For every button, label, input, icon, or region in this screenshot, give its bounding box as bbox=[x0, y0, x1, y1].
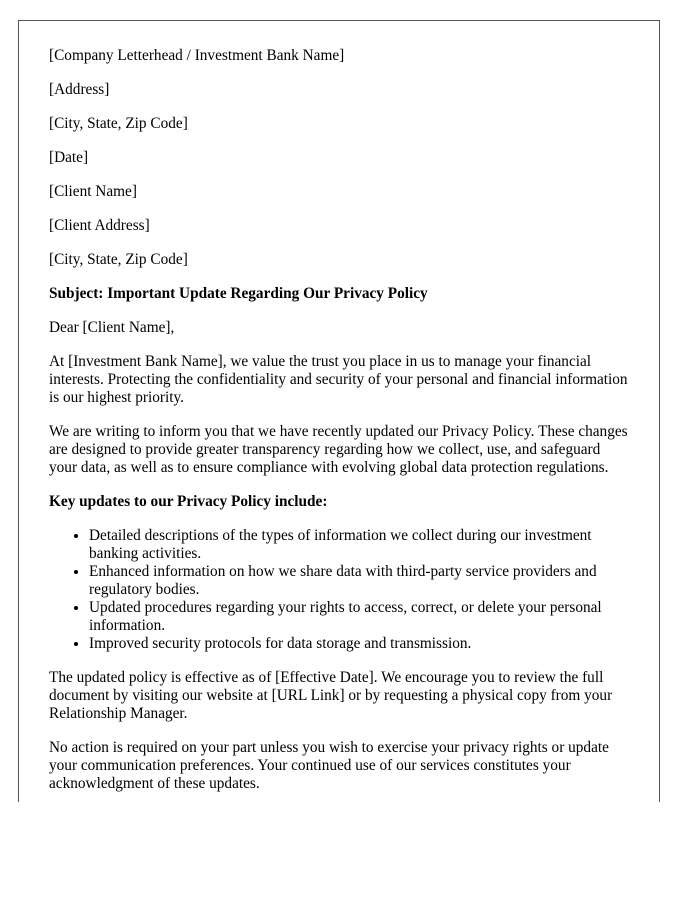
paragraph-effective-date: The updated policy is effective as of [Effective Date]. We encourage you to review the full document by visiting our website at [URL Link] or by requesting a physical copy from your Relationship Manager. bbox=[49, 669, 613, 722]
client-name: [Client Name] bbox=[49, 183, 137, 200]
updates-list bbox=[49, 527, 629, 653]
letterhead-city-state-zip: [City, State, Zip Code] bbox=[49, 115, 188, 132]
client-address: [Client Address] bbox=[49, 217, 150, 234]
letterhead-company: [Company Letterhead / Investment Bank Name] bbox=[49, 47, 345, 64]
list-item: • Enhanced information on how we share data with third-party service providers and regulatory bodies. bbox=[89, 563, 629, 599]
letter-date: [Date] bbox=[49, 149, 89, 166]
list-item: • Updated procedures regarding your rights to access, correct, or delete your personal information. bbox=[89, 599, 629, 635]
letter-page bbox=[18, 20, 660, 802]
paragraph-update-notice: We are writing to inform you that we have recently updated our Privacy Policy. These changes are designed to provide greater transparency regarding how we collect, use, and safeguard your data, as well as to ensure compliance with evolving global data protection regulations. bbox=[49, 423, 628, 476]
letterhead-address: [Address] bbox=[49, 81, 110, 98]
list-item: • Detailed descriptions of the types of information we collect during our investment banking activities. bbox=[89, 527, 629, 563]
salutation: Dear [Client Name], bbox=[49, 319, 175, 336]
letter-body bbox=[19, 21, 659, 793]
paragraph-no-action: No action is required on your part unless you wish to exercise your privacy rights or update your communication preferences. Your continued use of our services constitutes your acknowledgment of these updates. bbox=[49, 739, 609, 792]
paragraph-intro: At [Investment Bank Name], we value the trust you place in us to manage your financial interests. Protecting the confidentiality and security of your personal and financial information is our highest priority. bbox=[49, 353, 628, 406]
client-city-state-zip: [City, State, Zip Code] bbox=[49, 251, 188, 268]
list-item: • Improved security protocols for data storage and transmission. bbox=[89, 635, 629, 653]
updates-heading: Key updates to our Privacy Policy include: bbox=[49, 493, 328, 510]
letter-subject: Subject: Important Update Regarding Our Privacy Policy bbox=[49, 285, 428, 302]
